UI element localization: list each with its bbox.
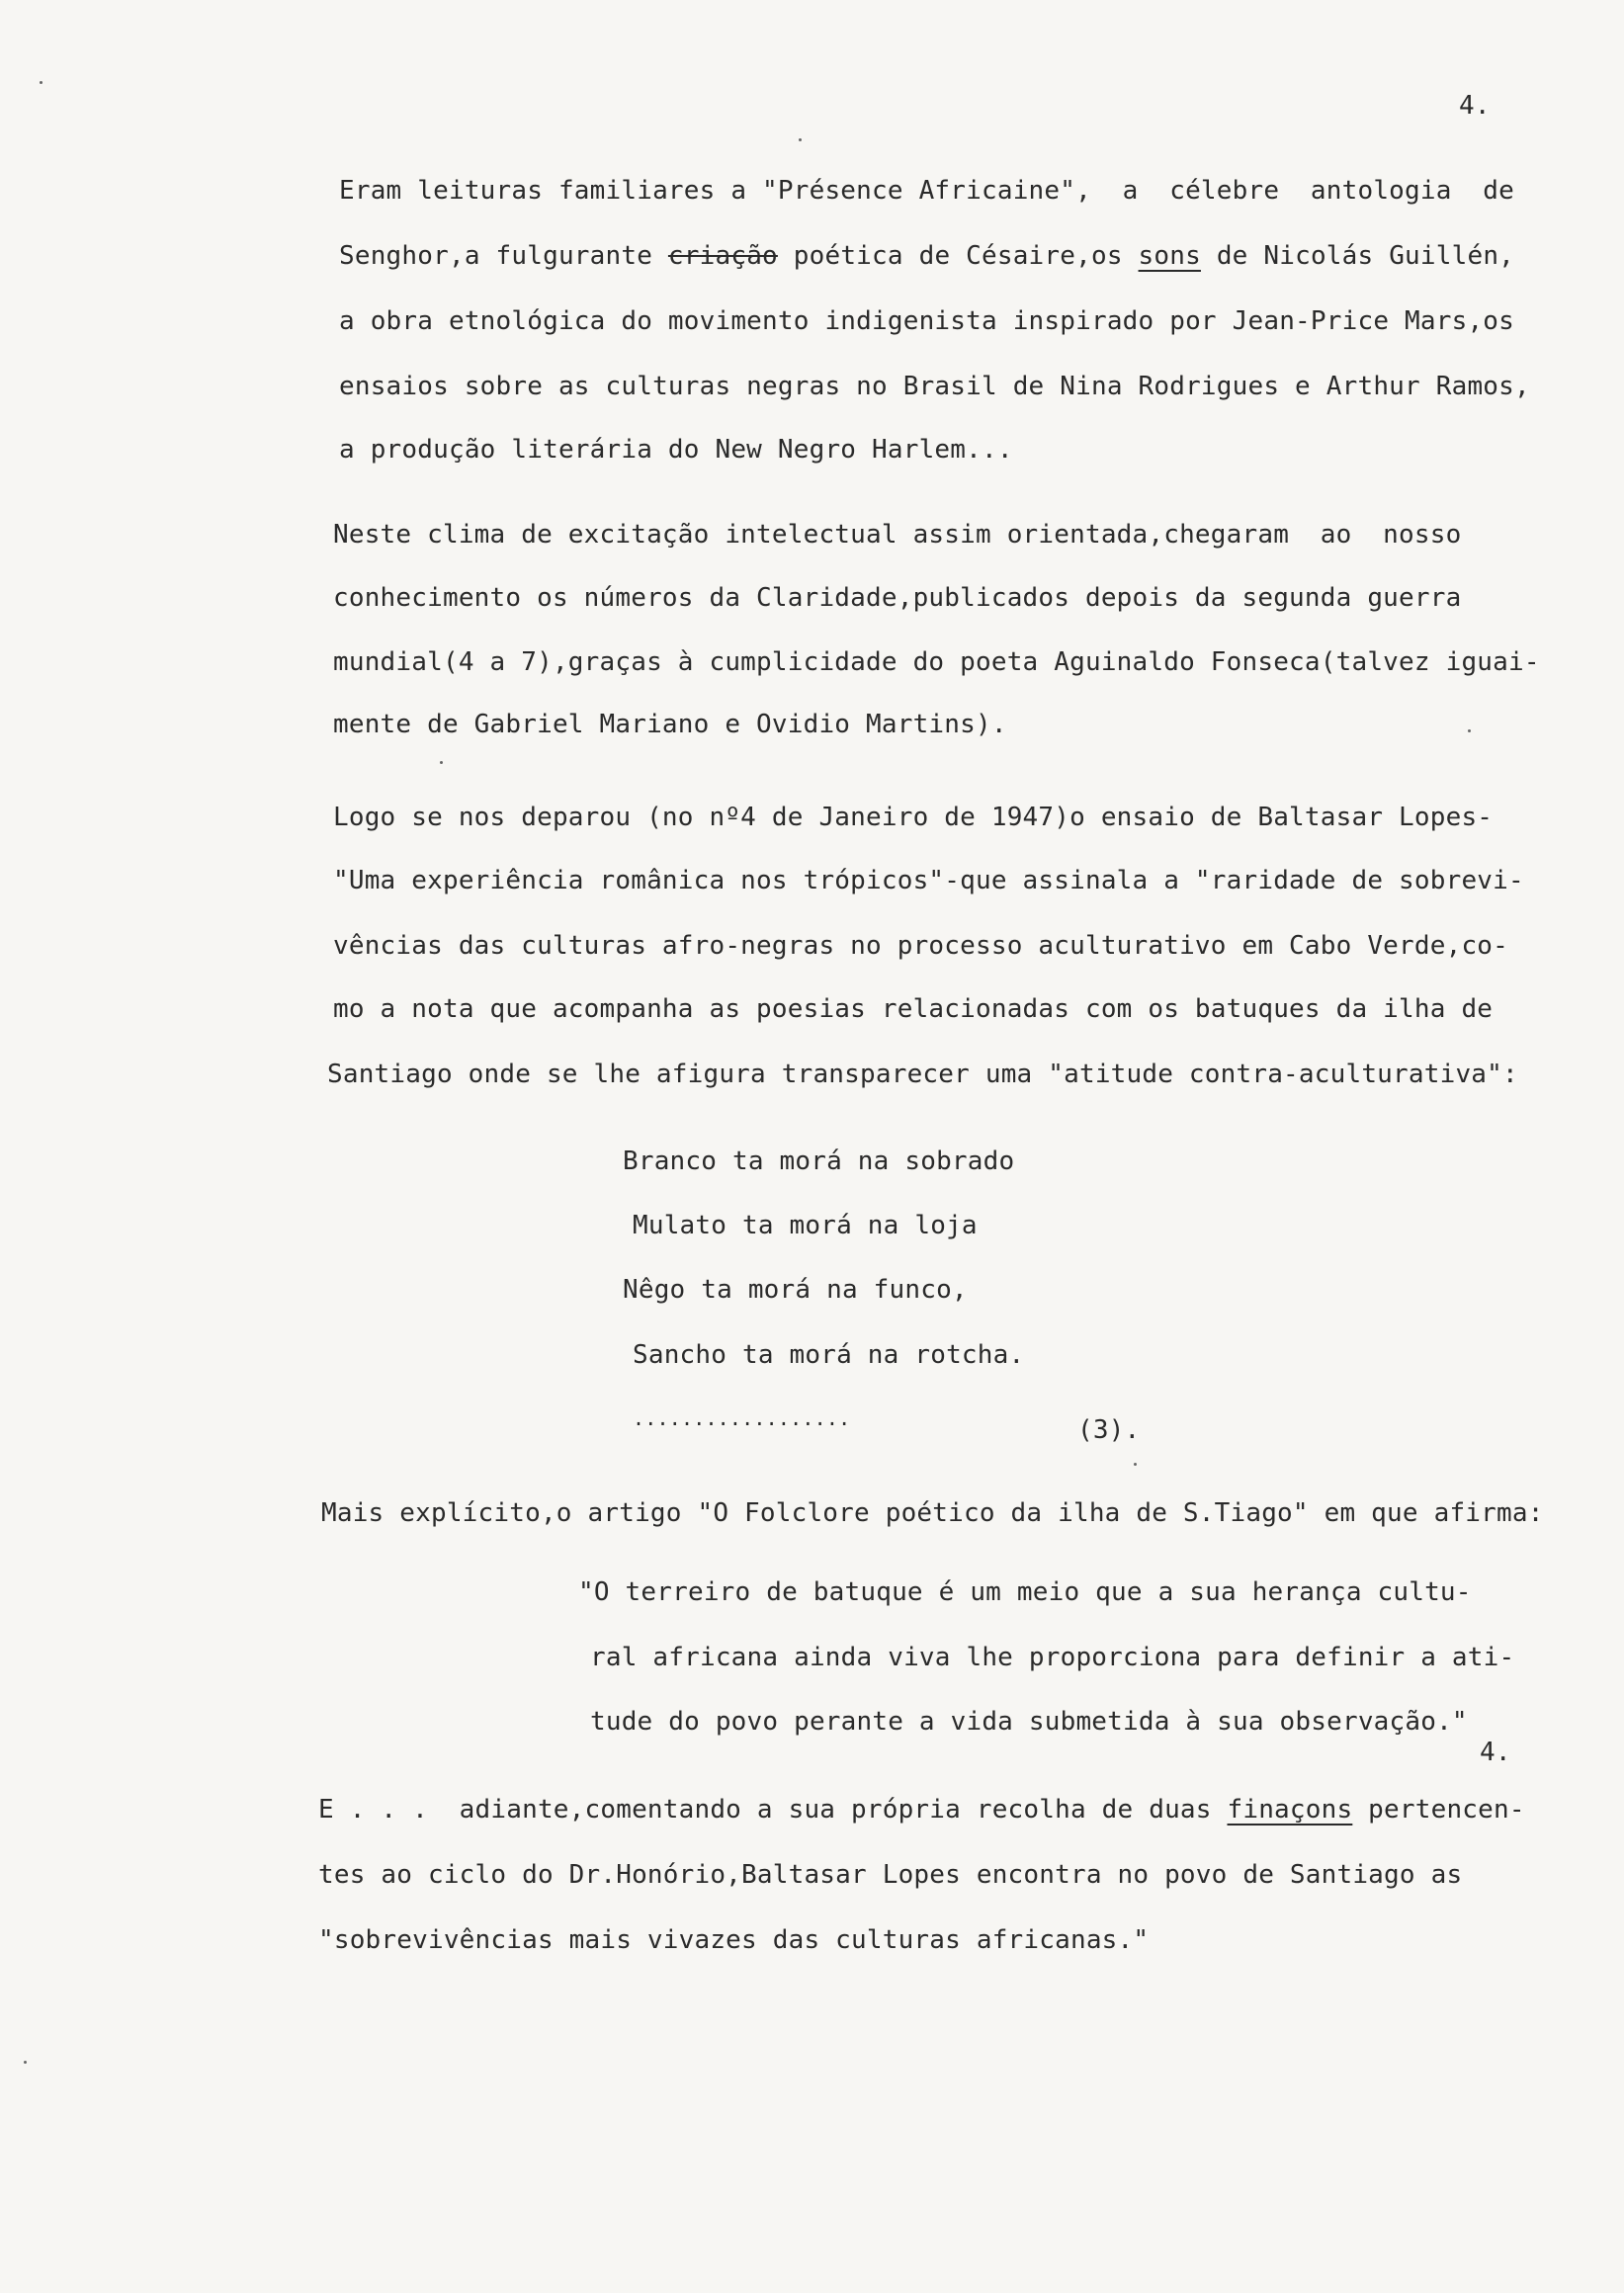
poem-reference: (3). bbox=[1077, 1415, 1141, 1445]
underlined-word: sons bbox=[1138, 241, 1201, 271]
poem-verse-3: Nêgo ta morá na funco, bbox=[623, 1275, 968, 1305]
text-segment: pertencen- bbox=[1352, 1795, 1525, 1825]
paragraph-5-line-2: tes ao ciclo do Dr.Honório,Baltasar Lopes encontra no povo de Santiago as bbox=[318, 1860, 1463, 1890]
paragraph-5-line-1 bbox=[318, 1795, 1525, 1825]
scan-speck bbox=[40, 81, 43, 84]
scan-speck bbox=[24, 2061, 27, 2064]
paragraph-3-line-3: vências das culturas afro-negras no processo aculturativo em Cabo Verde,co- bbox=[333, 931, 1508, 961]
paragraph-5-line-3: "sobrevivências mais vivazes das culturas africanas." bbox=[318, 1925, 1150, 1955]
poem-verse-1: Branco ta morá na sobrado bbox=[623, 1146, 1015, 1176]
poem-verse-4: Sancho ta morá na rotcha. bbox=[633, 1340, 1025, 1370]
paragraph-3-line-1: Logo se nos deparou (no nº4 de Janeiro de 1947)o ensaio de Baltasar Lopes- bbox=[333, 803, 1494, 832]
paragraph-1-line-5: a produção literária do New Negro Harlem... bbox=[339, 435, 1013, 465]
quote-reference: 4. bbox=[1480, 1738, 1511, 1767]
paragraph-2-line-2: conhecimento os números da Claridade,publicados depois da segunda guerra bbox=[333, 583, 1462, 613]
scan-speck bbox=[1468, 729, 1471, 732]
paragraph-2-line-3: mundial(4 a 7),graças à cumplicidade do poeta Aguinaldo Fonseca(talvez iguai- bbox=[333, 647, 1540, 677]
paragraph-3-line-5: Santiago onde se lhe afigura transparecer uma "atitude contra-aculturativa": bbox=[327, 1060, 1518, 1089]
text-segment: de Nicolás Guillén, bbox=[1200, 241, 1515, 271]
quote-line-2: ral africana ainda viva lhe proporciona para definir a ati- bbox=[590, 1643, 1515, 1672]
paragraph-1-line-2 bbox=[339, 241, 1514, 271]
paragraph-4-line-1: Mais explícito,o artigo "O Folclore poético da ilha de S.Tiago" em que afirma: bbox=[321, 1498, 1544, 1528]
underlined-word: finaçons bbox=[1227, 1795, 1353, 1825]
poem-ellipsis: .................. bbox=[633, 1406, 851, 1430]
scan-speck bbox=[1134, 1463, 1137, 1466]
text-segment: E . . . adiante,comentando a sua própria recolha de duas bbox=[318, 1795, 1228, 1825]
paragraph-3-line-4: mo a nota que acompanha as poesias relacionadas com os batuques da ilha de bbox=[333, 994, 1494, 1024]
paragraph-1-line-3: a obra etnológica do movimento indigenista inspirado por Jean-Price Mars,os bbox=[339, 306, 1514, 336]
struck-word: criação bbox=[667, 241, 778, 271]
paragraph-3-line-2: "Uma experiência românica nos trópicos"-que assinala a "raridade de sobrevi- bbox=[333, 866, 1524, 895]
text-segment: poética de Césaire,os bbox=[777, 241, 1139, 271]
page-number: 4. bbox=[1459, 91, 1491, 121]
poem-verse-2: Mulato ta morá na loja bbox=[633, 1211, 978, 1240]
paragraph-2-line-1: Neste clima de excitação intelectual assim orientada,chegaram ao nosso bbox=[333, 520, 1462, 550]
paragraph-1-line-4: ensaios sobre as culturas negras no Brasil de Nina Rodrigues e Arthur Ramos, bbox=[339, 372, 1530, 401]
scan-speck bbox=[799, 138, 802, 141]
paragraph-1-line-1: Eram leituras familiares a "Présence Africaine", a célebre antologia de bbox=[339, 176, 1514, 206]
text-segment: Senghor,a fulgurante bbox=[339, 241, 668, 271]
scan-speck bbox=[440, 761, 443, 764]
quote-line-3: tude do povo perante a vida submetida à sua observação." bbox=[590, 1707, 1468, 1737]
paragraph-2-line-4: mente de Gabriel Mariano e Ovidio Martins). bbox=[333, 710, 1007, 739]
quote-line-1: "O terreiro de batuque é um meio que a sua herança cultu- bbox=[578, 1577, 1472, 1607]
